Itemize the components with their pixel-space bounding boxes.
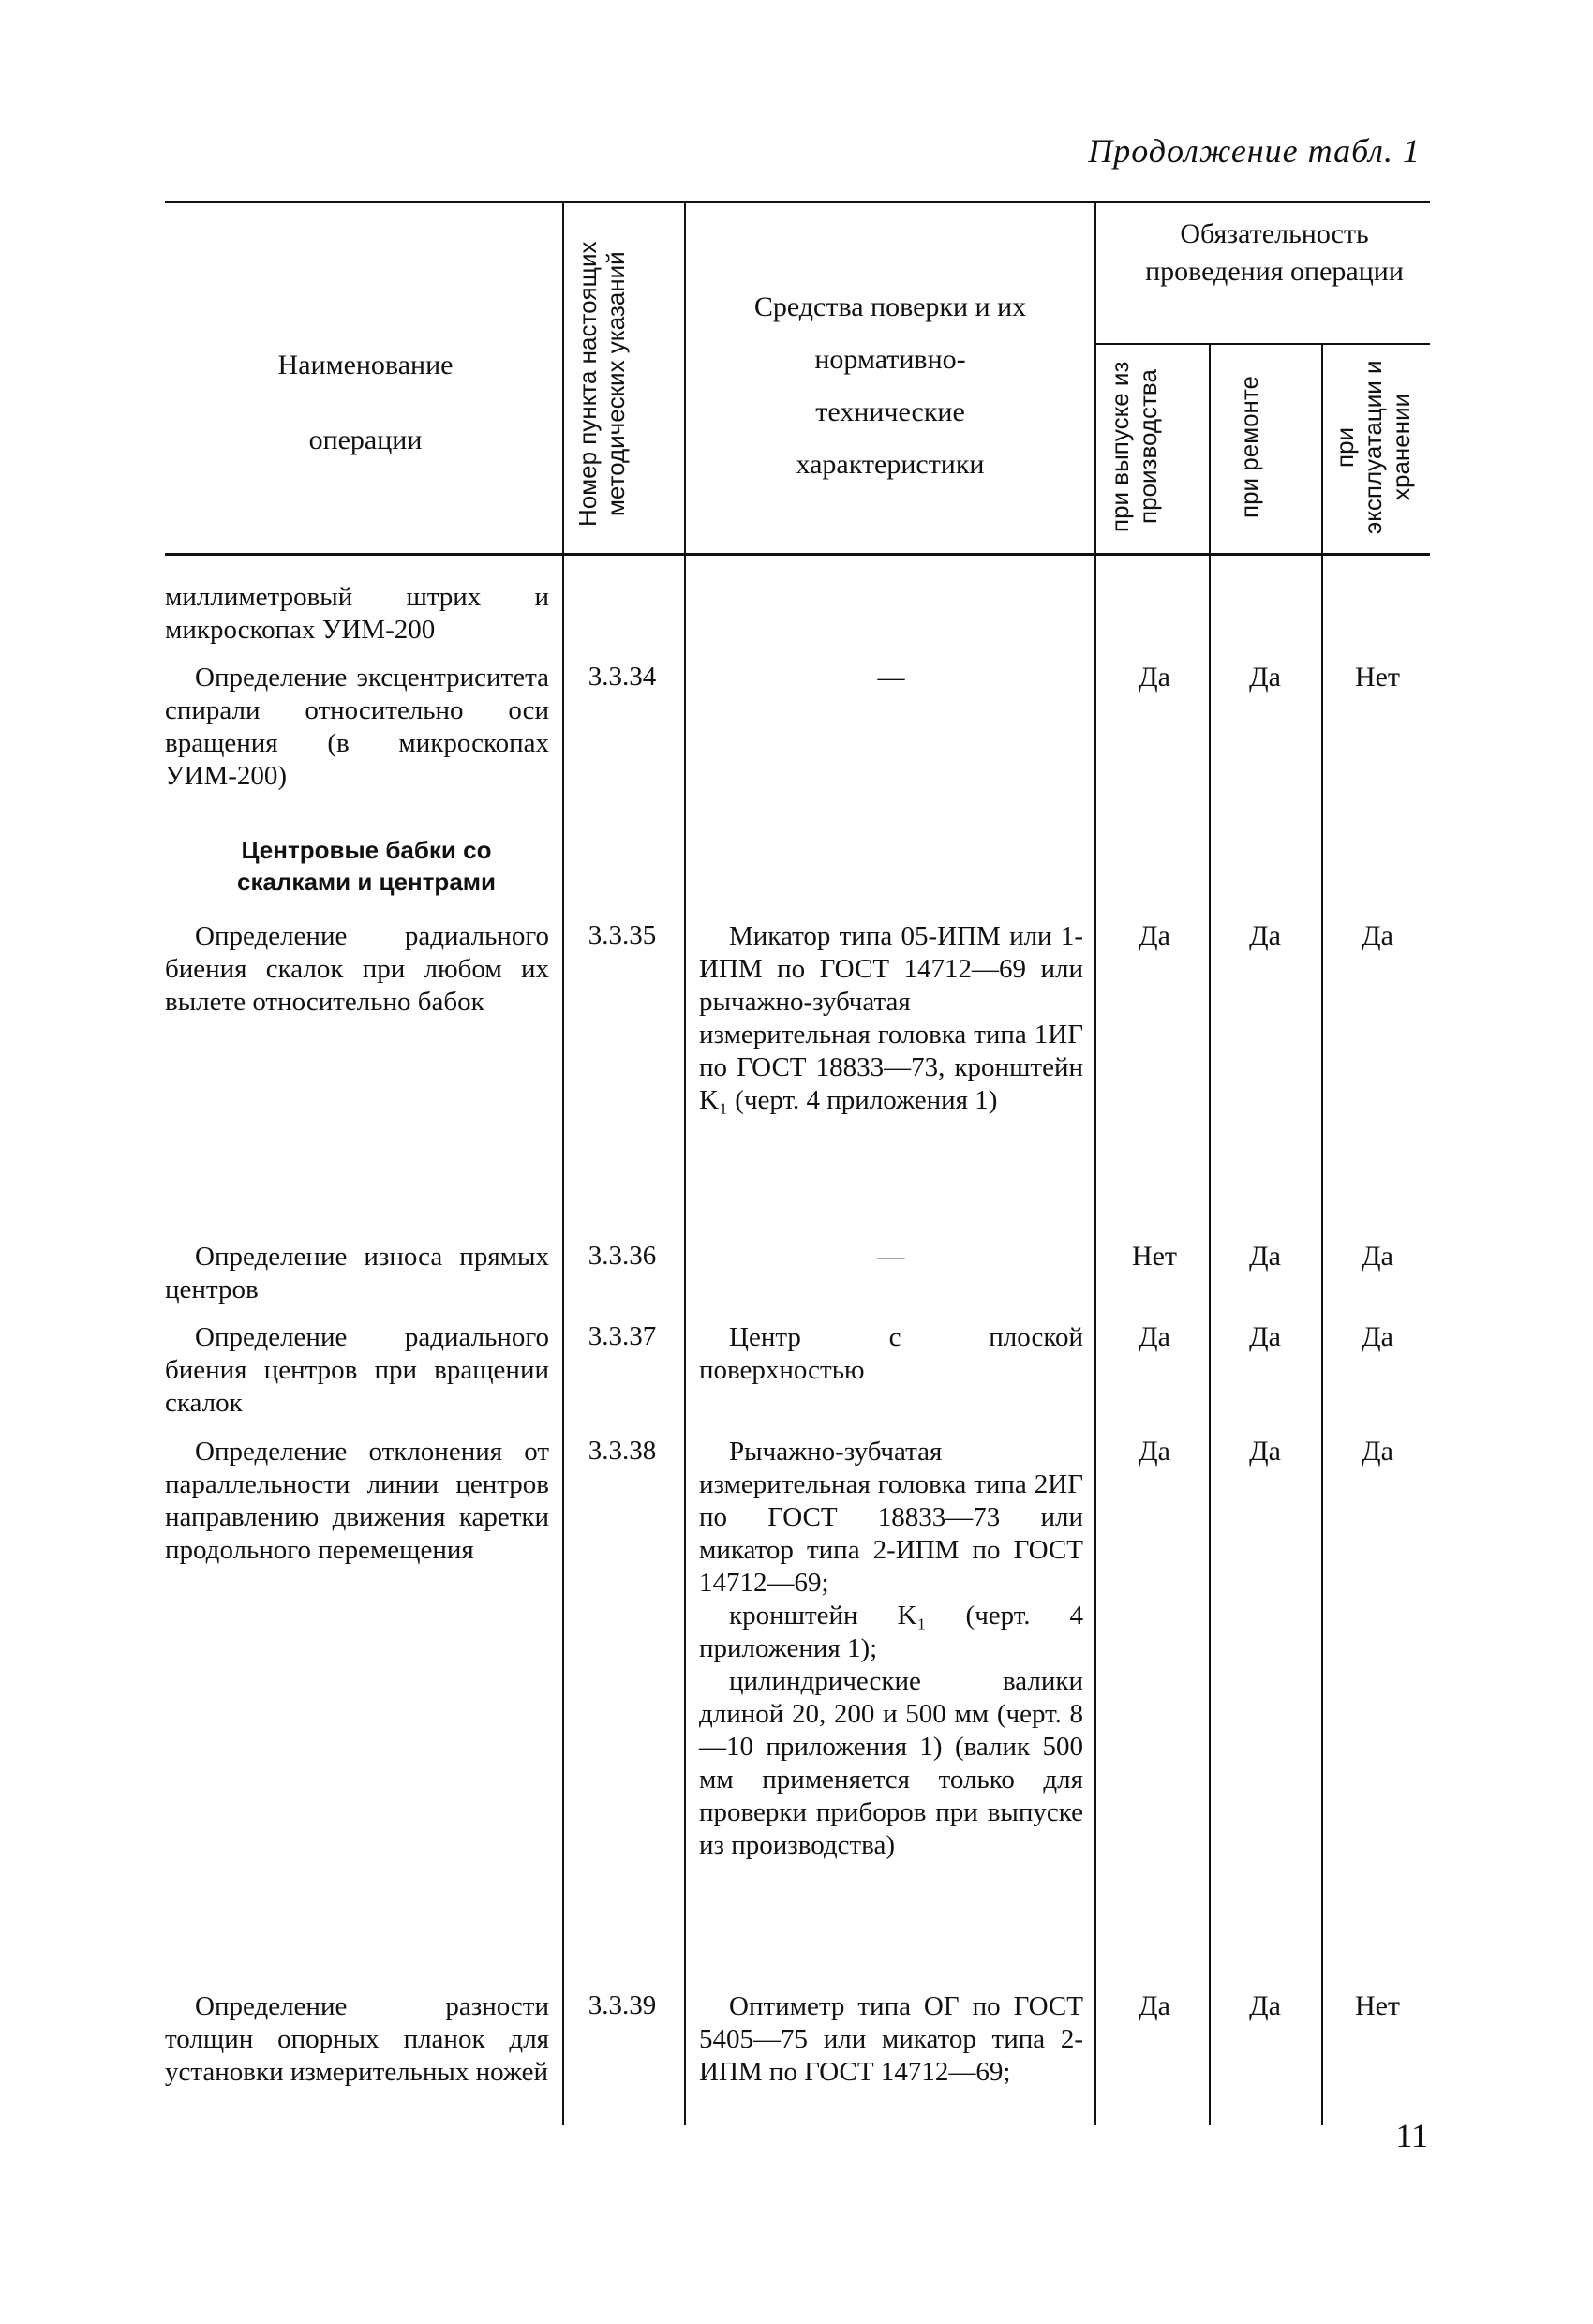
header-requirement: Обязательность проведения операции (1145, 218, 1404, 287)
table-header-rule (165, 553, 1430, 556)
header-release: при выпуске из производства (1106, 361, 1162, 533)
verification-means: Оптиметр типа ОГ по ГОСТ 5405—75 или микатор типа 2-ИПМ по ГОСТ 14712—69; (699, 1991, 1083, 2087)
operation-name: Определение разности толщин опорных планок для установки измерительных ножей (165, 1991, 549, 2087)
column-divider (1209, 343, 1211, 2125)
column-divider (1094, 201, 1096, 2125)
page-number: 11 (1395, 2117, 1428, 2154)
operation-name: Определение радиального биения центров при вращении скалок (165, 1322, 549, 1418)
requirement-operation: Да (1362, 1321, 1393, 1352)
verification-means: — (877, 663, 905, 693)
requirement-repair: Да (1249, 1990, 1281, 2021)
operation-name: Определение радиального биения скалок при любом их вылете относительно бабок (165, 921, 549, 1017)
header-operation-name: Наименование операции (277, 350, 454, 455)
verification-means: Центр с плоской поверхностью (699, 1322, 1083, 1385)
requirement-release: Да (1139, 1321, 1170, 1352)
requirement-release: Нет (1131, 1241, 1178, 1272)
clause-number: 3.3.35 (588, 920, 657, 950)
requirement-repair: Да (1249, 920, 1281, 951)
requirement-repair: Да (1249, 1241, 1281, 1272)
header-operation: при эксплуатации и хранении (1331, 360, 1415, 534)
requirement-release: Да (1139, 1990, 1170, 2021)
verification-means (699, 1436, 1083, 1862)
requirement-operation: Нет (1354, 1990, 1401, 2021)
header-clause-number: Номер пункта настоящих методических указаний (573, 241, 630, 528)
requirement-repair: Да (1249, 1436, 1281, 1467)
means-part: кронштейн K₁ (черт. 4 приложения 1); (699, 1601, 1083, 1663)
column-divider (684, 201, 686, 2125)
verification-means: — (877, 1242, 905, 1272)
column-divider (1321, 343, 1323, 2125)
verification-means: Микатор типа 05-ИПМ или 1-ИПМ по ГОСТ 14712—69 или рычажно-зубчатая измерительная головка типа 1ИГ по ГОСТ 18833—73, кронштейн K₁ (черт. 4 приложения 1) (699, 921, 1083, 1115)
column-divider (562, 201, 564, 2125)
clause-number: 3.3.37 (588, 1321, 657, 1351)
means-part: Рычажно-зубчатая измерительная головка типа 2ИГ по ГОСТ 18833—73 или микатор типа 2-ИПМ по ГОСТ 14712—69; (699, 1437, 1083, 1598)
requirement-release: Да (1139, 1436, 1170, 1467)
requirement-repair: Да (1249, 662, 1281, 693)
header-repair: при ремонте (1235, 376, 1263, 518)
requirement-release: Да (1139, 920, 1170, 951)
clause-number: 3.3.36 (588, 1241, 657, 1271)
requirement-operation: Нет (1354, 662, 1401, 693)
clause-number: 3.3.38 (588, 1436, 657, 1466)
page-continuation-label: Продолжение табл. 1 (1088, 132, 1421, 170)
requirement-repair: Да (1249, 1321, 1281, 1352)
requirement-operation: Да (1362, 920, 1393, 951)
section-heading: Центровые бабки со скалками и центрами (236, 836, 496, 896)
requirement-release: Да (1139, 662, 1170, 693)
table-subheader-rule (1094, 343, 1430, 345)
operation-name: Определение эксцентриситета спирали относительно оси вращения (в микроскопах УИМ-200) (165, 663, 549, 791)
header-means: Средства поверки и их нормативно-технические характеристики (753, 291, 1027, 480)
means-part: цилиндрические валики длиной 20, 200 и 500 мм (черт. 8—10 приложения 1) (валик 500 мм применяется только для проверки приборов при выпуске из производства) (699, 1666, 1083, 1860)
table-top-rule (165, 201, 1430, 203)
requirement-operation: Да (1362, 1241, 1393, 1272)
clause-number: 3.3.34 (588, 662, 657, 692)
operation-name: Определение отклонения от параллельности линии центров направлению движения каретки продольного перемещения (165, 1437, 549, 1565)
operation-name: миллиметровый штрих и микроскопах УИМ-200 (165, 582, 549, 645)
clause-number: 3.3.39 (588, 1990, 657, 2020)
operation-name: Определение износа прямых центров (165, 1242, 549, 1304)
requirement-operation: Да (1362, 1436, 1393, 1467)
